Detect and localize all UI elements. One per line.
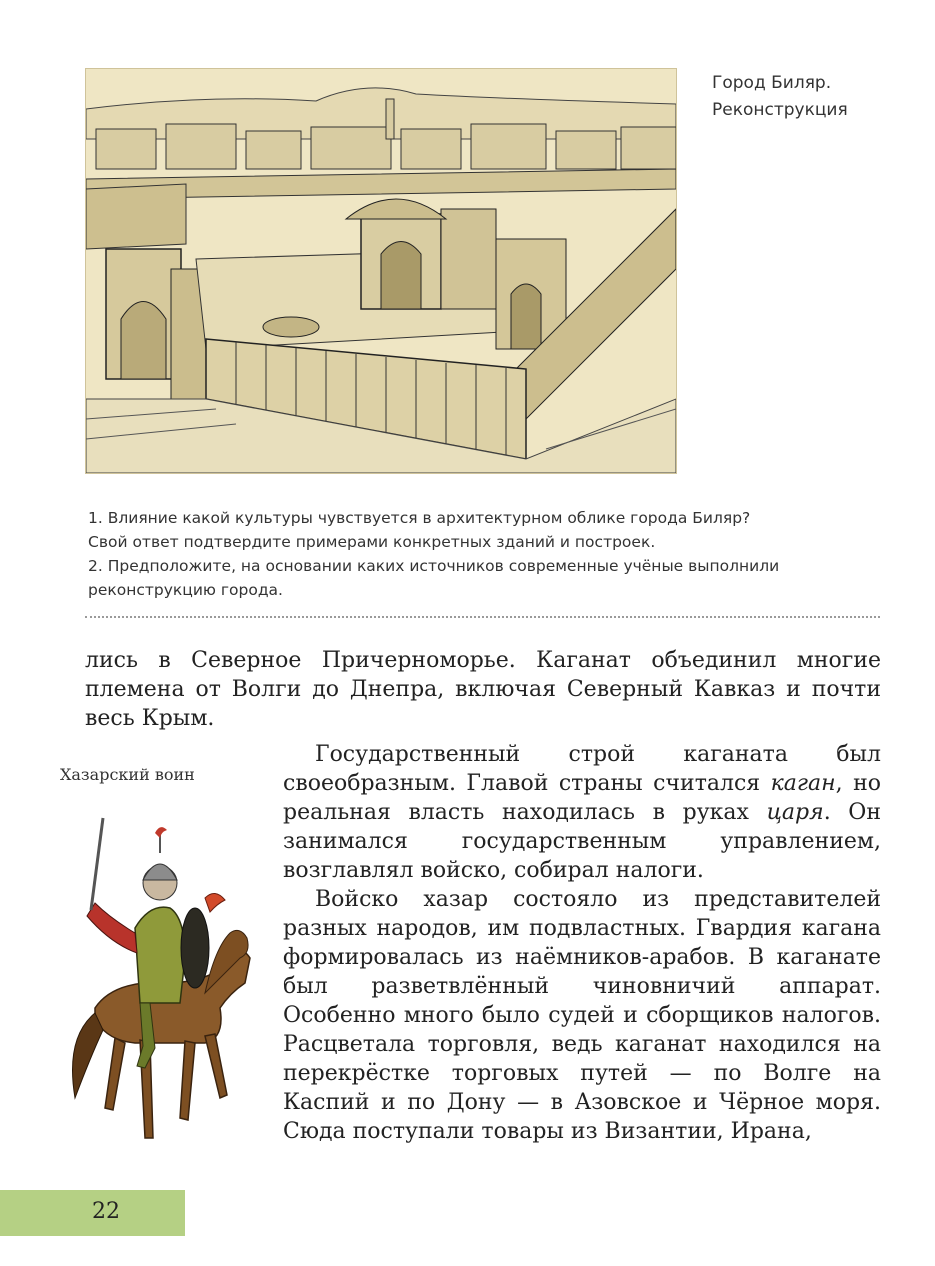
term-kagan: каган (770, 771, 836, 796)
paragraph-state-structure (283, 740, 881, 885)
dotted-divider (85, 616, 880, 618)
term-tsar: царя (766, 800, 824, 825)
illustration-caption-subtitle: Реконструкция (712, 100, 848, 120)
question-1-line-1: 1. Влияние какой культуры чувствуется в архитектурном облике города Биляр? (88, 509, 751, 527)
paragraph-1-part-2: , но реальная власть находилась в руках (283, 771, 881, 825)
illustration-caption-title: Город Биляр. (712, 73, 832, 93)
paragraph-army-trade: Войско хазар состояло из представителей разных народов, им подвластных. Гвардия кагана формировалась из наёмников-арабов. В каганате был разветвлённый чиновничий аппарат. Особенно много было судей и сборщиков налогов. Расцветала торговля, ведь каганат находился на перекрёстке торговых путей — по Волге на Каспий и по Дону — в Азовское и Чёрное моря. Сюда поступали товары из Византии, Ирана, (283, 887, 881, 1144)
illustration-caption (712, 70, 912, 124)
warrior-caption: Хазарский воин (60, 765, 195, 784)
questions-block (88, 506, 888, 602)
khazar-warrior-illustration (55, 808, 255, 1168)
paragraph-1-part-1: Государственный строй каганата был своеобразным. Главой страны считался (283, 742, 881, 796)
question-2-line-1: 2. Предположите, на основании каких источников современные учёные выполнили (88, 557, 780, 575)
intro-paragraph: лись в Северное Причерноморье. Каганат объединил многие племена от Волги до Днепра, включая Северный Кавказ и почти весь Крым. (85, 648, 881, 731)
question-1-line-2: Свой ответ подтвердите примерами конкретных зданий и построек. (88, 533, 656, 551)
bilyar-city-illustration (85, 68, 677, 474)
question-2-line-2: реконструкцию города. (88, 581, 283, 599)
page-number: 22 (92, 1199, 120, 1224)
main-text (283, 740, 881, 1146)
paragraph-1-part-3: . Он занимался государственным управлением, возглавлял войско, собирал налоги. (283, 800, 881, 883)
